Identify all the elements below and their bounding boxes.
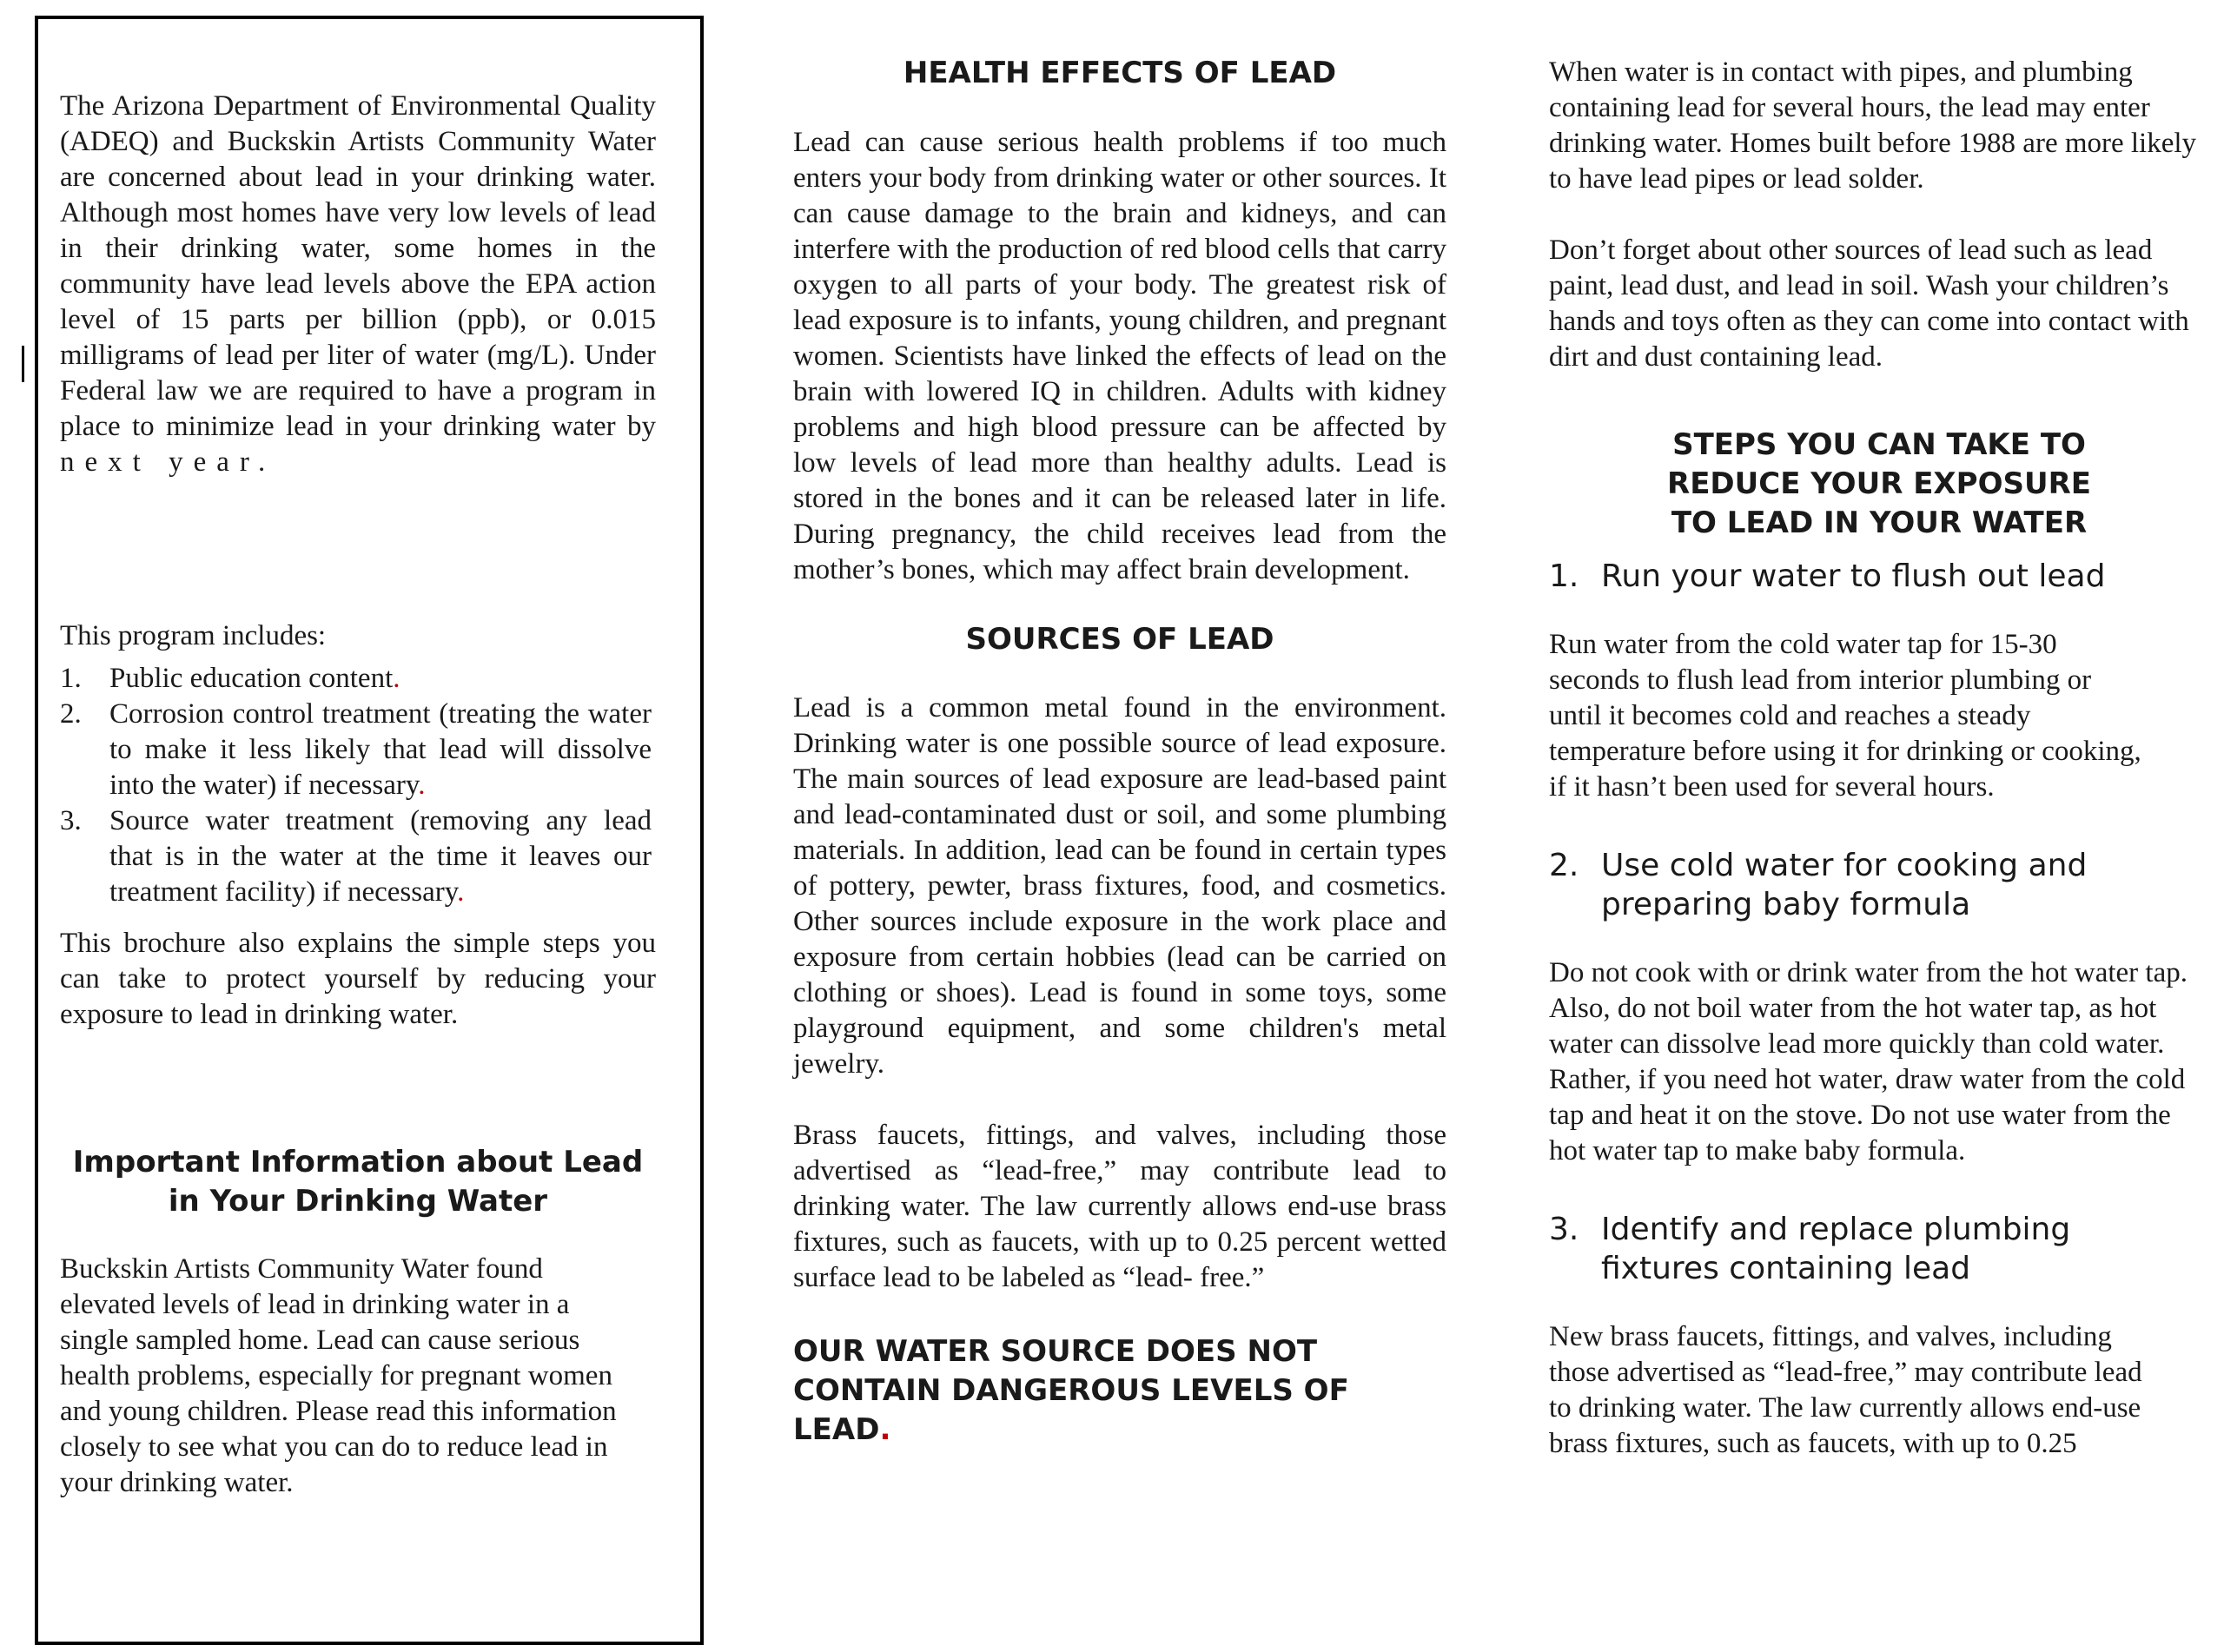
brass-paragraph: Brass faucets, fittings, and valves, including those advertised as “lead-free,” may contribute lead to drinking water. The law currently allows end-use brass fixtures, such as faucets, with up to 0.25 percent wetted surface lead to be labeled as “lead- free.” [793, 1120, 1446, 1293]
pipes-paragraph: When water is in contact with pipes, and plumbing containing lead for several hours, the lead may enter drinking water. Homes built before 1988 are more likely to have lead pipes or lead solder. [1549, 56, 2197, 195]
step-title-text: Use cold water for cooking and preparing baby formula [1601, 848, 2088, 922]
step-title [1549, 557, 2209, 596]
list-item-text: Source water treatment (removing any lead that is in the water at the time it leaves our treatment facility) if necessary [109, 805, 652, 908]
step-2 [1549, 846, 2209, 1169]
important-info-paragraph: Buckskin Artists Community Water found elevated levels of lead in drinking water in a single sampled home. Lead can cause serious health problems, especially for pregnant women and young children. Please read this information closely to see what you can do to reduce lead in your drinking water. [60, 1253, 617, 1498]
step-3 [1549, 1210, 2209, 1462]
list-item-number: 1. [60, 663, 82, 694]
list-item-text: Public education content [109, 663, 394, 694]
intro-text: The Arizona Department of Environmental Quality (ADEQ) and Buckskin Artists Community Water are concerned about lead in your drinking water. Although most homes have very low levels of lead in their drinking water, some homes in the community have lead levels above the EPA action level of 15 parts per billion (ppb), or 0.015 milligrams of lead per liter of water (mg/L). Under Federal law we are required to have a program in place to minimize lead in your drinking water by [60, 90, 656, 442]
step-title-text: Run your water to flush out lead [1601, 558, 2106, 594]
step-number: 2. [1549, 848, 1579, 883]
list-item [60, 697, 652, 803]
steps-title: STEPS YOU CAN TAKE TO REDUCE YOUR EXPOSURE TO LEAD IN YOUR WATER [1667, 427, 2091, 540]
right-column [1549, 0, 2209, 1462]
health-effects-paragraph: Lead can cause serious health problems if too much enters your body from drinking water or other sources. It can cause damage to the brain and kidneys, and can interfere with the production of red blood cells that carry oxygen to all parts of your body. The greatest risk of lead exposure is to infants, young children, and pregnant women. Scientists have linked the effects of lead on the brain with lowered IQ in children. Adults with kidney problems and high blood pressure can be affected by low levels of lead more than healthy adults. Lead is stored in the bones and it can be released later in life. During pregnancy, the child receives lead from the mother’s bones, which may affect brain development. [793, 127, 1446, 585]
step-title [1549, 846, 2209, 924]
middle-column [793, 0, 1446, 1450]
list-item-text: Corrosion control treatment (treating the water to make it less likely that lead will dissolve into the water) if necessary [109, 698, 652, 801]
list-item-number: 2. [60, 698, 82, 730]
list-item-number: 3. [60, 805, 82, 836]
step-title [1549, 1210, 2209, 1288]
water-source-text: OUR WATER SOURCE DOES NOT CONTAIN DANGEROUS LEVELS OF LEAD [793, 1334, 1349, 1447]
step-number: 3. [1549, 1212, 1579, 1247]
step-number: 1. [1549, 558, 1579, 594]
intro-paragraph [60, 89, 656, 480]
sources-paragraph: Lead is a common metal found in the environment. Drinking water is one possible source of lead exposure. The main sources of lead exposure are lead-based paint and lead-contaminated dust or soil, and some plumbing materials. In addition, lead can be found in certain types of pottery, pewter, brass fixtures, food, and cosmetics. Other sources include exposure in the work place and exposure from certain hobbies (lead can be carried on clothing or shoes). Lead is found in some toys, some playground equipment, and some children's metal jewelry. [793, 692, 1446, 1080]
brochure-paragraph: This brochure also explains the simple steps you can take to protect yourself by reducing your exposure to lead in drinking water. [60, 928, 656, 1030]
step-title-text: Identify and replace plumbing fixtures containing lead [1601, 1212, 2071, 1286]
sources-title: SOURCES OF LEAD [965, 622, 1274, 657]
step-1 [1549, 557, 2209, 805]
list-item [60, 661, 652, 697]
list-item [60, 803, 652, 910]
program-list [60, 661, 652, 910]
step-paragraph: Do not cook with or drink water from the hot water tap. Also, do not boil water from the hot water tap, as hot water can dissolve lead more quickly than cold water. Rather, if you need hot water, draw water from the cold tap and heat it on the stove. Do not use water from the hot water tap to make baby formula. [1549, 957, 2188, 1166]
health-effects-title: HEALTH EFFECTS OF LEAD [903, 56, 1337, 90]
important-info-title: Important Information about Lead in Your Drinking Water [72, 1145, 644, 1219]
intro-deadline: next year. [60, 446, 276, 478]
margin-mark [22, 346, 24, 382]
step-paragraph: New brass faucets, fittings, and valves, including those advertised as “lead-free,” may contribute lead to drinking water. The law currently allows end-use brass fixtures, such as faucets, with up to 0.25 [1549, 1321, 2142, 1459]
list-item-end: . [457, 876, 465, 908]
other-sources-paragraph: Don’t forget about other sources of lead such as lead paint, lead dust, and lead in soil. Wash your children’s hands and toys often as they can come into contact with dirt and dust containing lead. [1549, 235, 2189, 373]
step-paragraph: Run water from the cold water tap for 15-30 seconds to flush lead from interior plumbing or until it becomes cold and reaches a steady temperature before using it for drinking or cooking, if it hasn’t been used for several hours. [1549, 629, 2141, 803]
program-heading: This program includes: [60, 620, 327, 651]
left-column [60, 0, 656, 1501]
water-source-end: . [879, 1412, 891, 1447]
water-source-statement [793, 1332, 1446, 1450]
list-item-end: . [393, 663, 400, 694]
list-item-end: . [418, 770, 426, 801]
